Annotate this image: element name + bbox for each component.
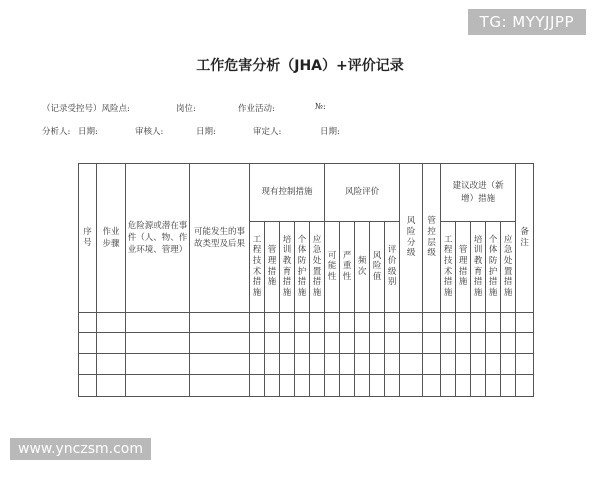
record-control-number-label: （记录受控号）风险点: xyxy=(42,104,130,114)
header-risk-evaluation: 风险评价 xyxy=(325,164,400,222)
work-activity-label: 作业活动: xyxy=(238,104,275,114)
risk-frequency: 频次 xyxy=(355,222,370,313)
position-label: 岗位: xyxy=(176,104,196,114)
header-seq: 序号 xyxy=(79,164,97,313)
header-hazard: 危险源或潜在事件（人、物、作业环境、管理） xyxy=(126,164,190,313)
suggest-emergency: 应急处置措施 xyxy=(501,222,516,313)
document-title: 工作危害分析（JHA）+评价记录 xyxy=(196,58,404,74)
risk-possibility: 可能性 xyxy=(325,222,340,313)
header-suggested-measures: 建议改进（新增）措施 xyxy=(441,164,516,222)
jha-table xyxy=(78,163,534,397)
current-control-engineering: 工程技术措施 xyxy=(250,222,265,313)
header-risk-level: 风险分级 xyxy=(400,164,423,313)
suggest-ppe: 个体防护措施 xyxy=(486,222,501,313)
watermark-top: TG: MYYJJPP xyxy=(468,9,586,35)
header-current-controls: 现有控制措施 xyxy=(250,164,325,222)
table-row xyxy=(79,354,534,375)
reviewer-date-label: 日期: xyxy=(196,127,216,137)
analyst-date-label: 日期: xyxy=(78,127,98,137)
current-control-ppe: 个体防护措施 xyxy=(295,222,310,313)
number-label: №: xyxy=(315,102,326,112)
header-control-level: 管控层级 xyxy=(423,164,441,313)
header-remarks: 备注 xyxy=(516,164,534,313)
suggest-management: 管理措施 xyxy=(456,222,471,313)
approver-date-label: 日期: xyxy=(320,127,340,137)
reviewer-label: 审核人: xyxy=(135,127,164,137)
analyst-label: 分析人: xyxy=(42,127,71,137)
watermark-bottom: www.ynczsm.com xyxy=(10,438,151,460)
risk-value: 风险值 xyxy=(370,222,385,313)
current-control-management: 管理措施 xyxy=(265,222,280,313)
header-step: 作业步骤 xyxy=(97,164,126,313)
table-row xyxy=(79,313,534,333)
risk-grade: 评价级别 xyxy=(385,222,400,313)
suggest-training: 培训教育措施 xyxy=(471,222,486,313)
current-control-emergency: 应急处置措施 xyxy=(310,222,325,313)
table-row xyxy=(79,375,534,397)
current-control-training: 培训教育措施 xyxy=(280,222,295,313)
header-consequence: 可能发生的事故类型及后果 xyxy=(190,164,250,313)
approver-label: 审定人: xyxy=(253,127,282,137)
table-row xyxy=(79,333,534,354)
risk-severity: 严重性 xyxy=(340,222,355,313)
suggest-engineering: 工程技术措施 xyxy=(441,222,456,313)
